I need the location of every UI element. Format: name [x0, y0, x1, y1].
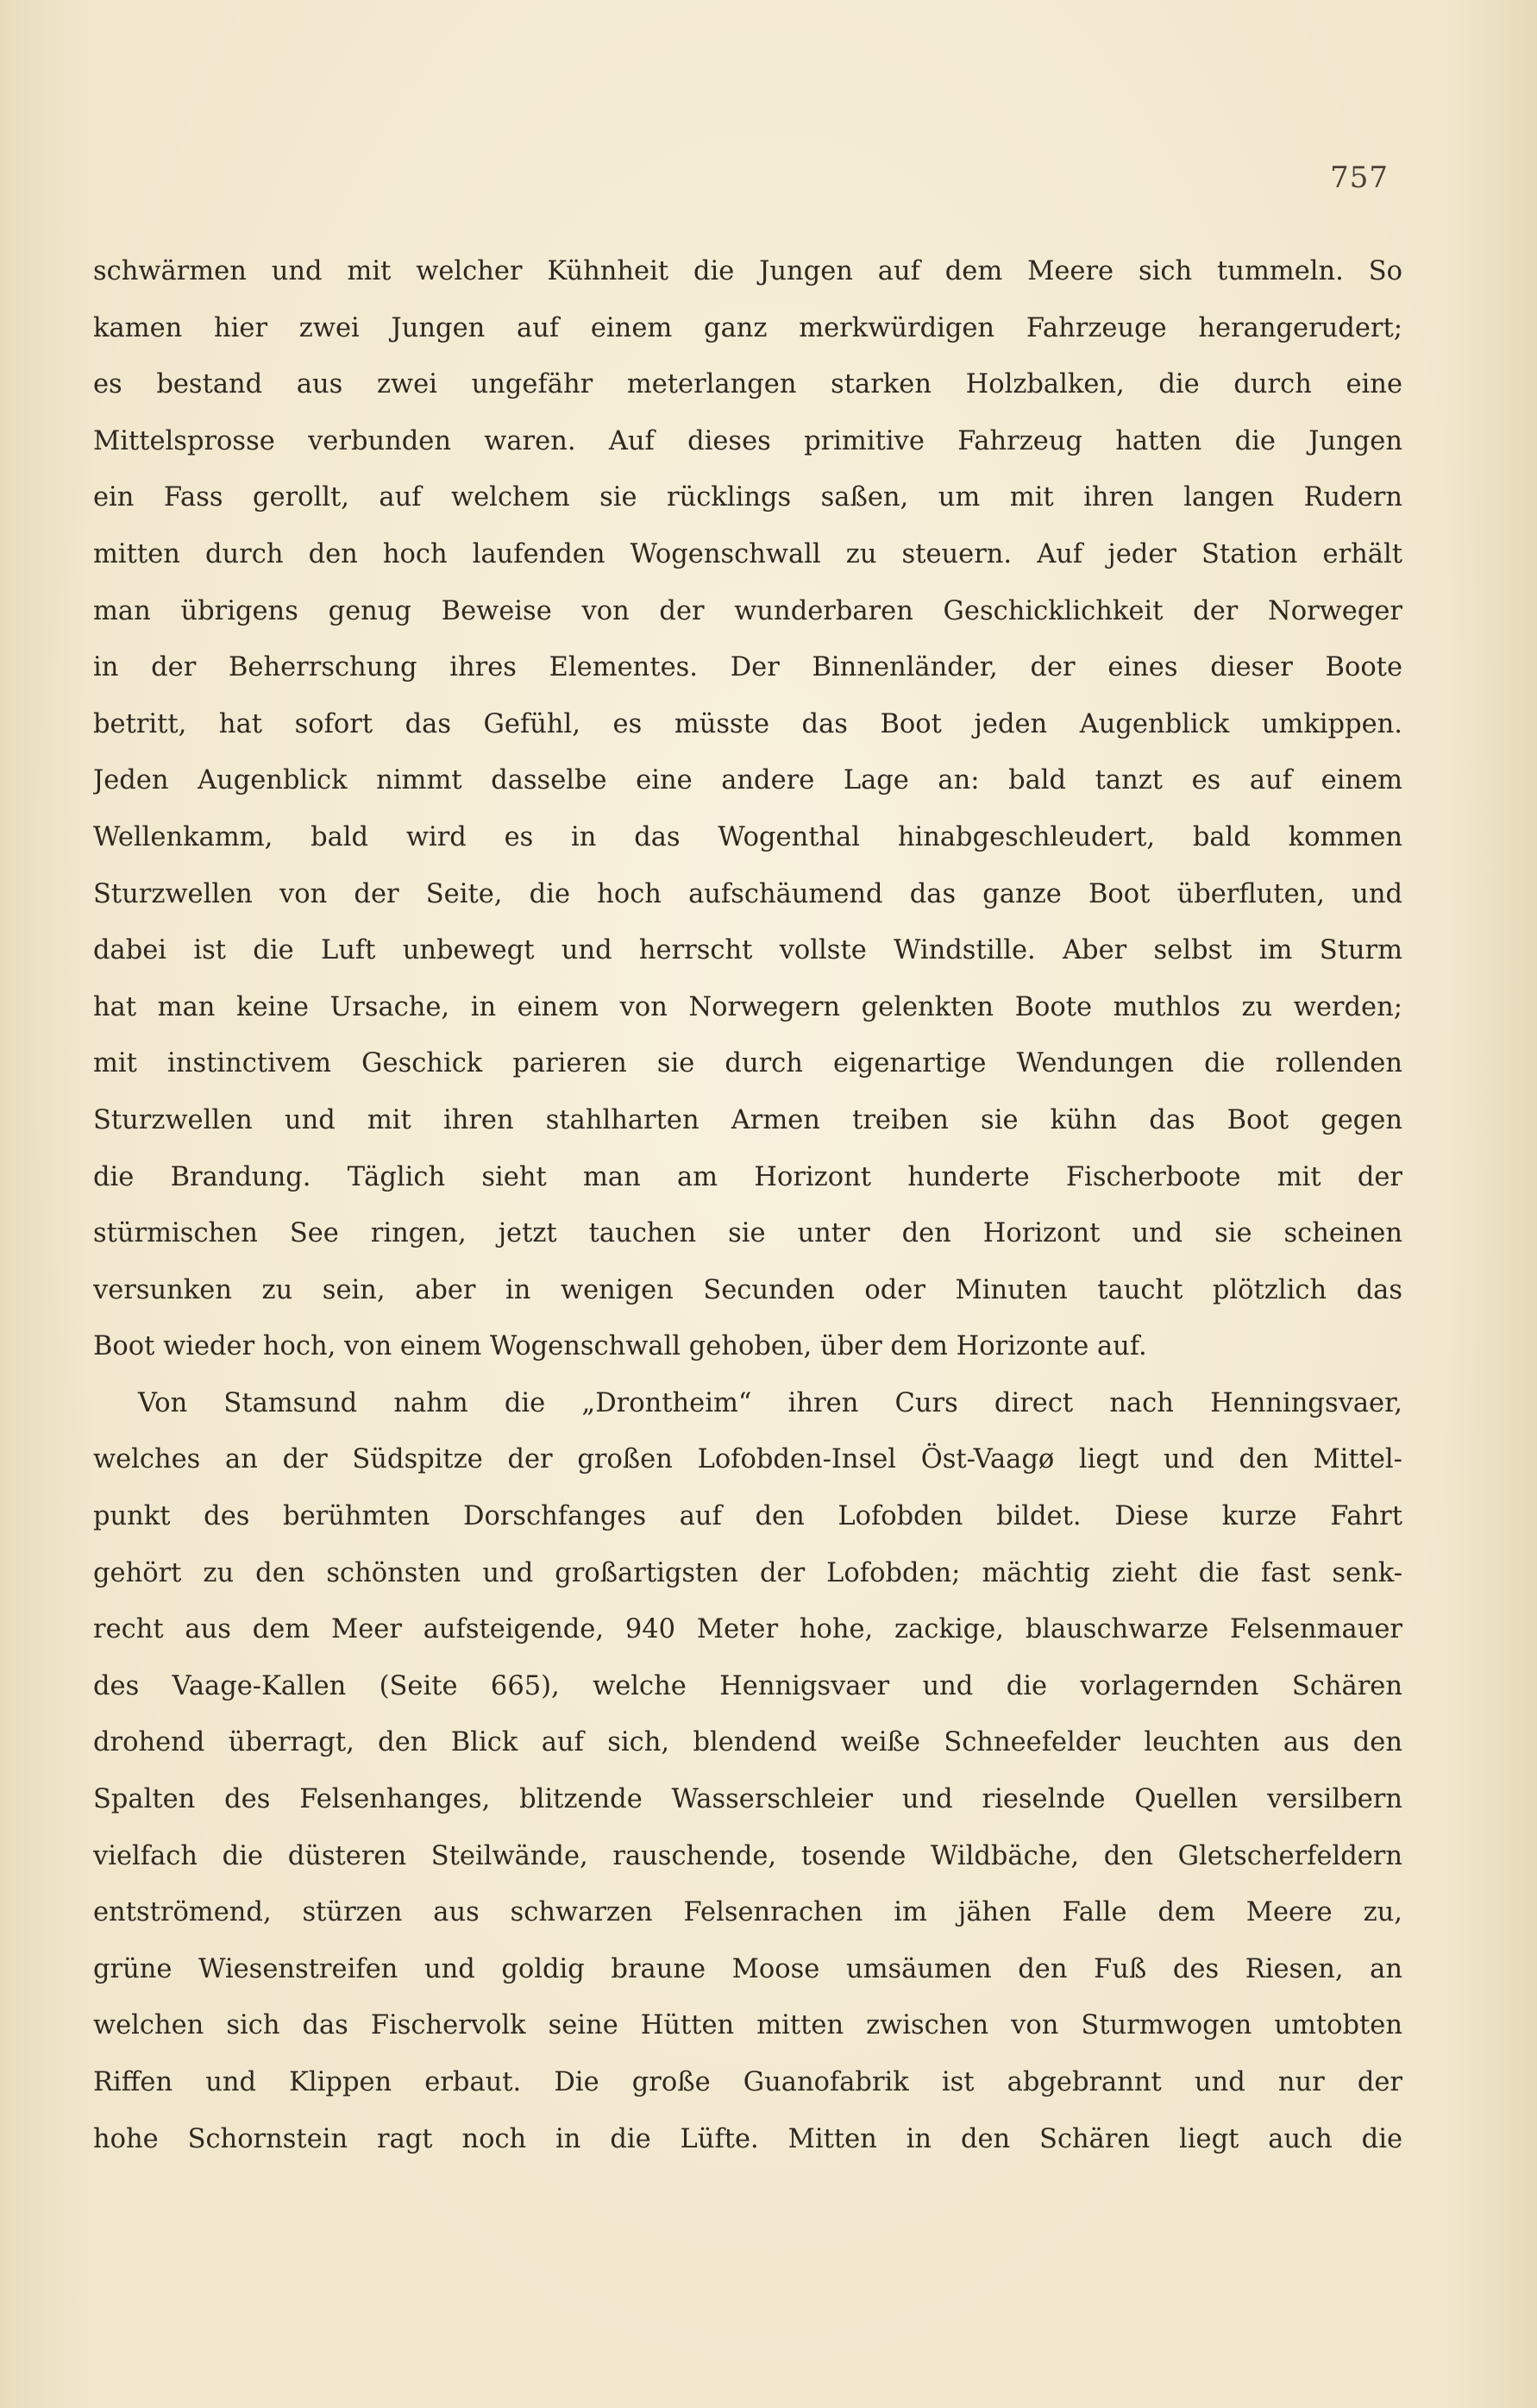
text-line: hat man keine Ursache, in einem von Norwegern gelenkten Boote muthlos zu werden;	[93, 991, 1402, 1022]
text-line: schwärmen und mit welcher Kühnheit die Jungen auf dem Meere sich tummeln. So	[93, 256, 1402, 286]
text-line: in der Beherrschung ihres Elementes. Der Binnenländer, der eines dieser Boote	[93, 652, 1402, 683]
text-line: welchen sich das Fischervolk seine Hütten mitten zwischen von Sturmwogen umtobten	[93, 2010, 1402, 2041]
text-line: gehört zu den schönsten und großartigsten der Lofobden; mächtig zieht die fast senk-	[93, 1557, 1402, 1588]
text-line: die Brandung. Täglich sieht man am Horizont hunderte Fischerboote mit der	[93, 1161, 1402, 1192]
paragraph-end-line: Boot wieder hoch, von einem Wogenschwall gehoben, über dem Horizonte auf.	[93, 1331, 1147, 1362]
text-line: Jeden Augenblick nimmt dasselbe eine andere Lage an: bald tanzt es auf einem	[93, 765, 1402, 796]
text-line: Wellenkamm, bald wird es in das Wogenthal hinabgeschleudert, bald kommen	[93, 821, 1402, 852]
text-line: dabei ist die Luft unbewegt und herrscht vollste Windstille. Aber selbst im Sturm	[93, 935, 1402, 966]
text-line: vielfach die düsteren Steilwände, rauschende, tosende Wildbäche, den Gletscherfeldern	[93, 1840, 1402, 1871]
text-line: mit instinctivem Geschick parieren sie durch eigenartige Wendungen die rollenden	[93, 1048, 1402, 1079]
text-line: punkt des berühmten Dorschfanges auf den Lofobden bildet. Diese kurze Fahrt	[93, 1501, 1402, 1532]
text-line: Sturzwellen und mit ihren stahlharten Armen treiben sie kühn das Boot gegen	[93, 1104, 1402, 1135]
paragraph-start-line: Von Stamsund nahm die „Drontheim“ ihren Curs direct nach Henningsvaer,	[138, 1387, 1402, 1418]
text-line: man übrigens genug Beweise von der wunderbaren Geschicklichkeit der Norweger	[93, 595, 1402, 626]
text-line: Riffen und Klippen erbaut. Die große Guanofabrik ist abgebrannt und nur der	[93, 2067, 1402, 2097]
text-line: kamen hier zwei Jungen auf einem ganz merkwürdigen Fahrzeuge herangerudert;	[93, 312, 1402, 343]
text-line: ein Fass gerollt, auf welchem sie rücklings saßen, um mit ihren langen Rudern	[93, 482, 1402, 513]
text-line: Spalten des Felsenhanges, blitzende Wasserschleier und rieselnde Quellen versilbern	[93, 1784, 1402, 1815]
text-line: welches an der Südspitze der großen Lofobden-Insel Öst-Vaagø liegt und den Mittel-	[93, 1444, 1402, 1475]
body-text	[93, 243, 1402, 2167]
text-line: drohend überragt, den Blick auf sich, blendend weiße Schneefelder leuchten aus den	[93, 1727, 1402, 1758]
text-line: entströmend, stürzen aus schwarzen Felsenrachen im jähen Falle dem Meere zu,	[93, 1897, 1402, 1928]
text-line: versunken zu sein, aber in wenigen Secunden oder Minuten taucht plötzlich das	[93, 1274, 1402, 1305]
text-line: des Vaage-Kallen (Seite 665), welche Hennigsvaer und die vorlagernden Schären	[93, 1670, 1402, 1701]
text-line: stürmischen See ringen, jetzt tauchen sie unter den Horizont und sie scheinen	[93, 1218, 1402, 1249]
text-line: es bestand aus zwei ungefähr meterlangen starken Holzbalken, die durch eine	[93, 369, 1402, 400]
text-line: hohe Schornstein ragt noch in die Lüfte. Mitten in den Schären liegt auch die	[93, 2123, 1402, 2154]
page-number: 757	[1330, 160, 1389, 195]
text-line: Mittelsprosse verbunden waren. Auf dieses primitive Fahrzeug hatten die Jungen	[93, 425, 1402, 456]
text-line: mitten durch den hoch laufenden Wogenschwall zu steuern. Auf jeder Station erhält	[93, 538, 1402, 569]
text-line: recht aus dem Meer aufsteigende, 940 Meter hohe, zackige, blauschwarze Felsenmauer	[93, 1614, 1402, 1645]
text-line: betritt, hat sofort das Gefühl, es müsste das Boot jeden Augenblick umkippen.	[93, 708, 1402, 739]
text-line: grüne Wiesenstreifen und goldig braune Moose umsäumen den Fuß des Riesen, an	[93, 1953, 1402, 1984]
text-line: Sturzwellen von der Seite, die hoch aufschäumend das ganze Boot überfluten, und	[93, 878, 1402, 909]
